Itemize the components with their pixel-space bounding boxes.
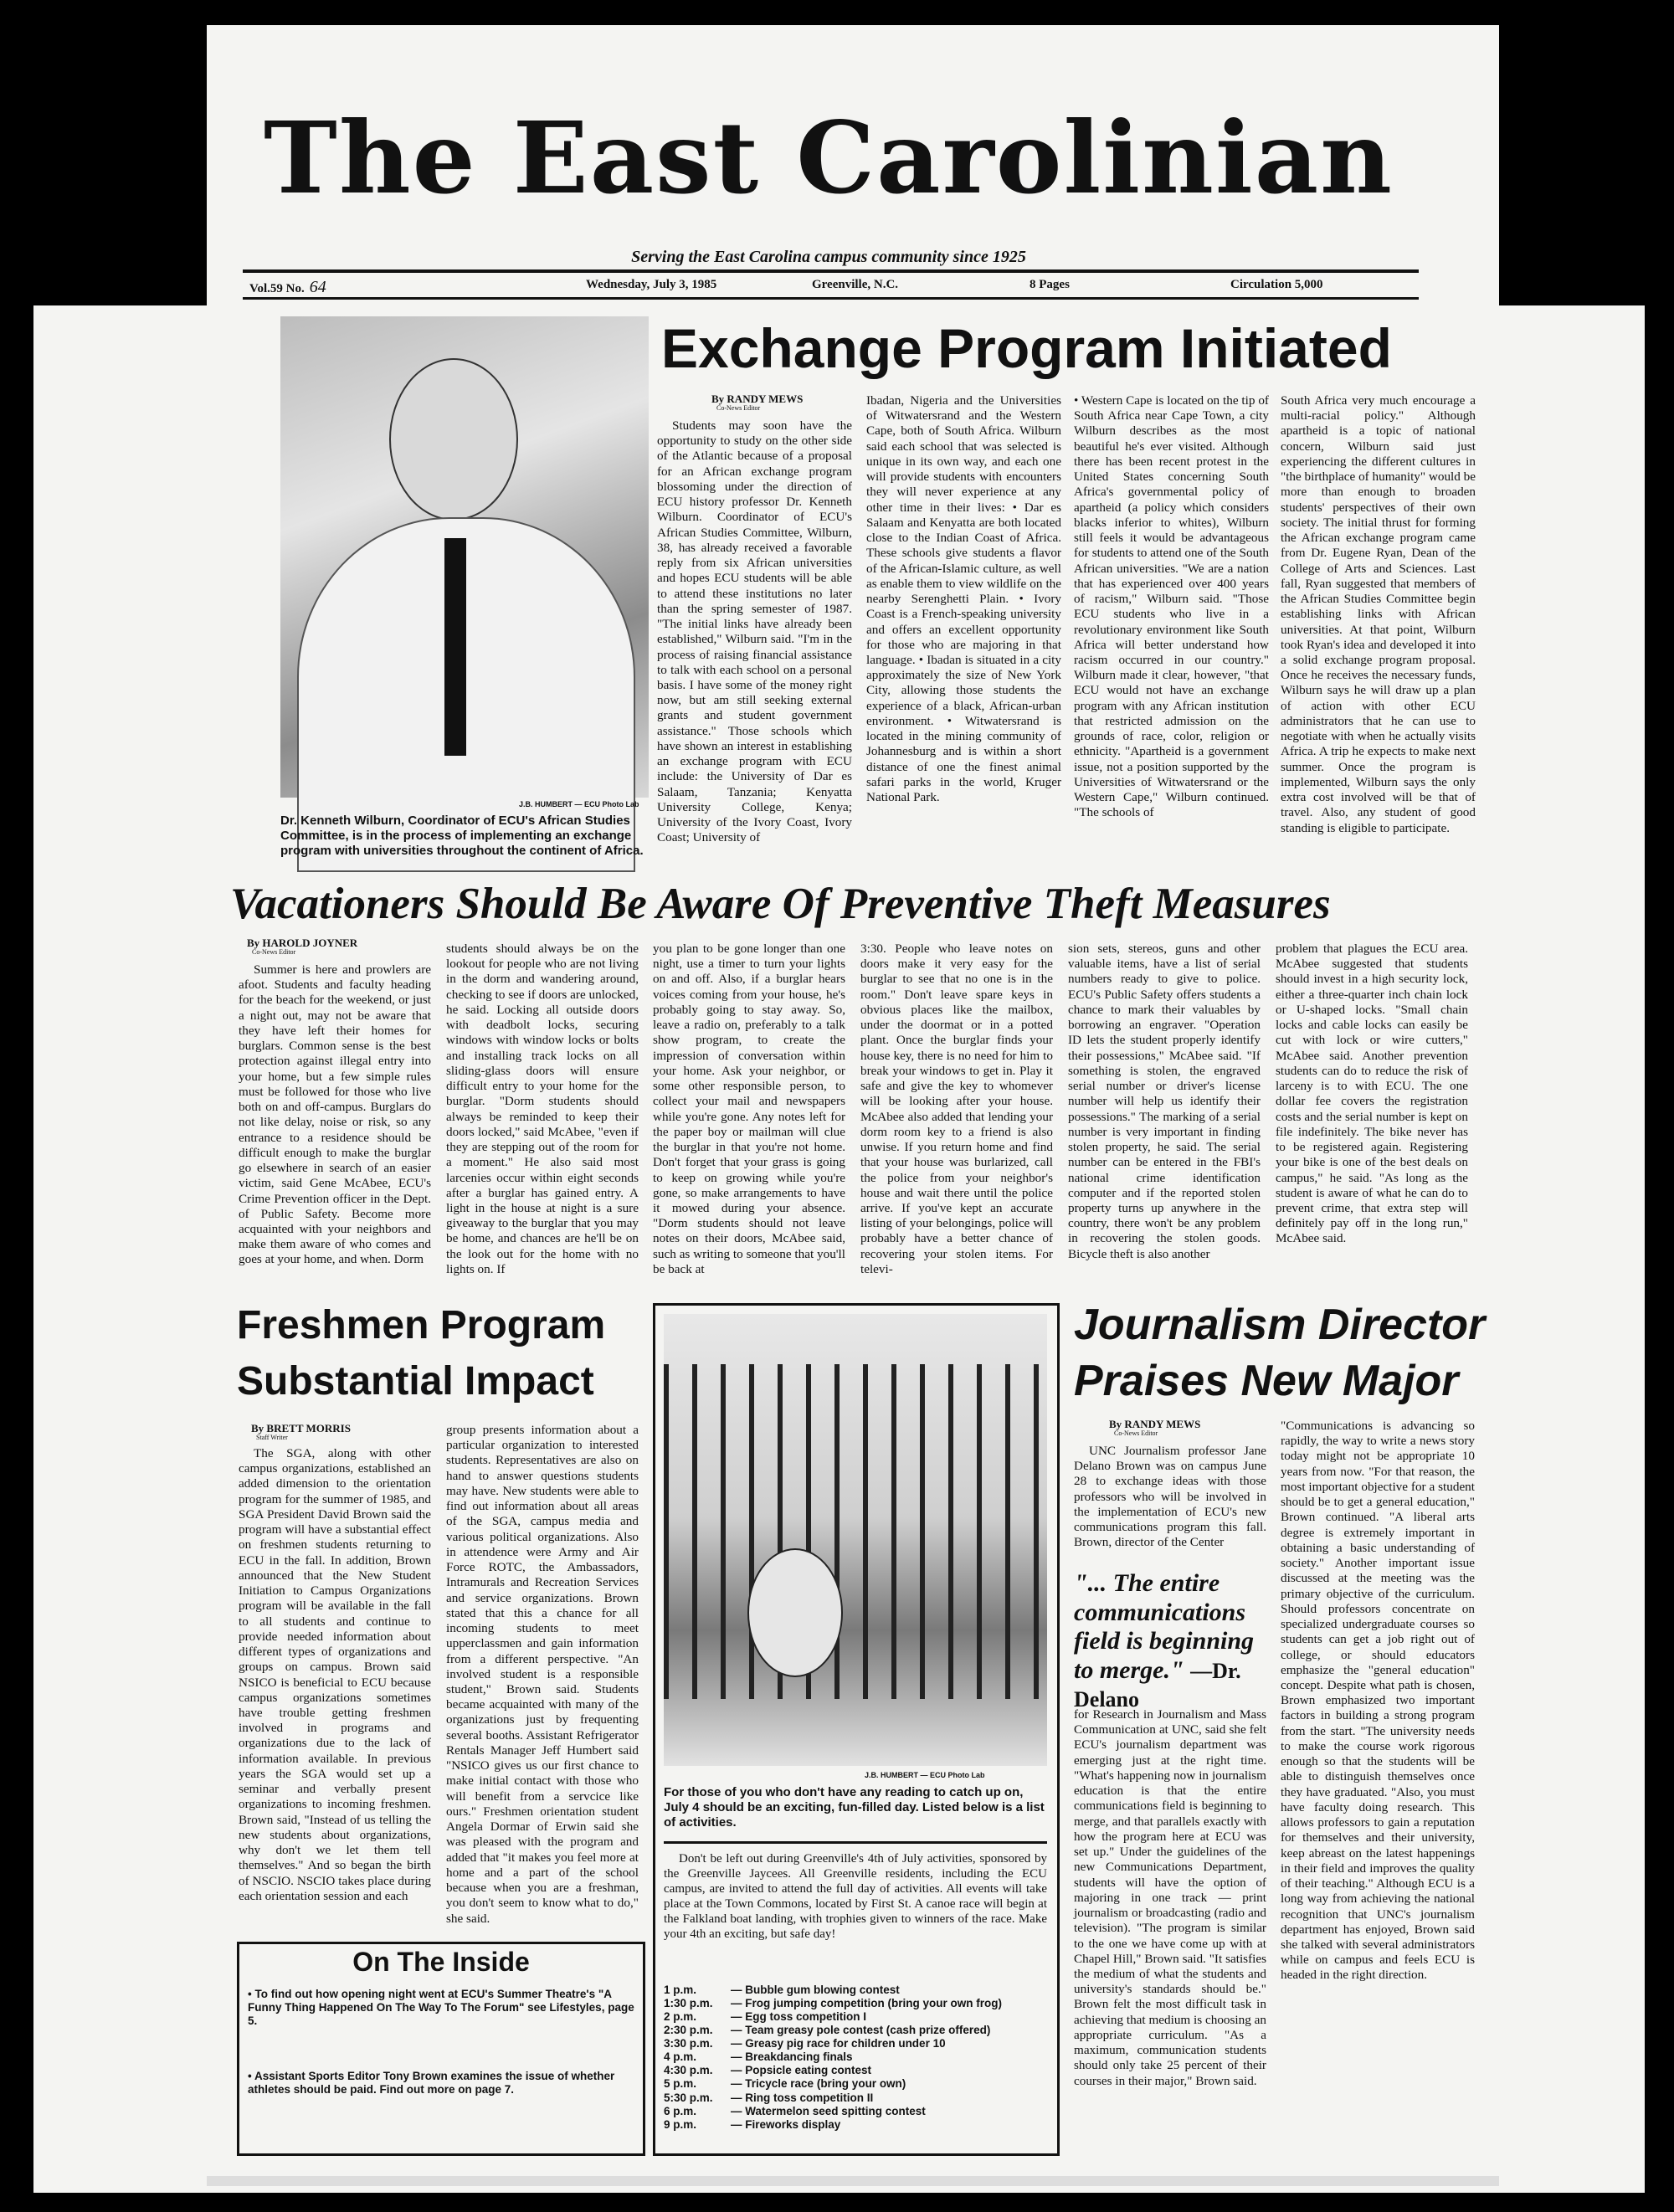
schedule-time: 5 p.m. bbox=[664, 2077, 697, 2091]
schedule-item bbox=[664, 1984, 1047, 1997]
masthead-tagline: Serving the East Carolina campus community since 1925 bbox=[631, 248, 1026, 266]
journalism-column-1: UNC Journalism professor Jane Delano Brown was on campus June 28 to exchange ideas with those professors who will be involved in the implementation of ECU's new communications program this fall. Brown, director of the Center bbox=[1074, 1444, 1266, 1550]
masthead-rule-bottom bbox=[243, 297, 1419, 300]
schedule-time: 3:30 p.m. bbox=[664, 2037, 713, 2050]
pull-quote-attribution: —Dr. Delano bbox=[1074, 1658, 1241, 1712]
july4-schedule bbox=[664, 1984, 1047, 2132]
schedule-time: 1:30 p.m. bbox=[664, 1997, 713, 2010]
schedule-item bbox=[664, 2050, 1047, 2064]
schedule-item bbox=[664, 1997, 1047, 2010]
schedule-time: 6 p.m. bbox=[664, 2104, 697, 2117]
july4-photo-credit: J.B. HUMBERT — ECU Photo Lab bbox=[865, 1771, 985, 1779]
july4-box bbox=[653, 1303, 1060, 2156]
journalism-column-2: for Research in Journalism and Mass Communication at UNC, said she felt ECU's journalism department was emerging just at the right time. "What's happening now in journalism education is that the entire communications field is beginning to merge, and that parallels exactly with how the program here at ECU was set up." Under the guidelines of the new Communications Department, students will have the option of majoring in one track — print journalism or broadcasting (radio and television). "The program is similar to the one we have come up with at Chapel Hill," Brown said. "It satisfies the medium of what the students and university's standards should be." Brown felt the most difficult task in achieving that medium is choosing an appropriate curriculum. "As a maximum, communication students should only take 25 percent of their courses in their major," Brown said. bbox=[1074, 1707, 1266, 2088]
journalism-column-3: "Communications is advancing so rapidly, the way to write a news story today might not be appropriate 10 years from now. "For that reason, the most important objective for a student should be to get a general education," Brown continued. "A liberal arts degree is extremely important in obtaining a basic understanding of society." Another important issue discussed at the meeting was the primary objective of the curriculum. Should professors concentrate on specialized undergraduate courses so students can get a job right out of college, or should educators emphasize the "general education" concept. Despite what path is chosen, Brown emphasized two important factors in building a strong program from the start. "The university needs to make the course work rigorous enough so that the students will be able to distinguish themselves once they have graduated. "Also, you must have faculty doing research. This allows professors to gain a reputation for themselves and their university, keep abreast on the latest happenings in their field and improves the quality of their teaching." Although ECU is a long way from achieving the national recognition that UNC's journalism department has enjoyed, Brown said she talked with several administrators while on campus and feels ECU is headed in the right direction. bbox=[1281, 1419, 1475, 1983]
theft-column-6: problem that plagues the ECU area. McAbee suggested that students should invest in a high security lock, either a three-quarter inch chain lock or U-shaped locks. "Small chain locks and cable locks can easily be cut with lock or wire cutters," McAbee said. Another prevention students can do to reduce the risk of larceny is to with ECU. The one dollar fee covers the registration costs and the serial number is kept on file indefinitely. The bike never has to be registered again. Registering your bike is one of the best deals on campus," he said. "As long as the student is aware of what he can do to prevent crime, that extra step will definitely pay off in the long run," McAbee said. bbox=[1276, 942, 1468, 1246]
inside-item-1: • To find out how opening night went at ECU's Summer Theatre's "A Funny Thing Happened On The Way To The Forum" see Lifestyles, page 5. bbox=[248, 1988, 634, 2028]
fence-photo bbox=[664, 1314, 1047, 1766]
paper-bottom-edge bbox=[207, 2176, 1499, 2186]
photo-caption: Dr. Kenneth Wilburn, Coordinator of ECU's African Studies Committee, is in the process of implementing an exchange program with universities throughout the continent of Africa. bbox=[280, 813, 644, 858]
portrait-head bbox=[389, 358, 518, 521]
schedule-time: 2 p.m. bbox=[664, 2010, 697, 2024]
schedule-event: — Popsicle eating contest bbox=[731, 2064, 872, 2077]
schedule-time: 4:30 p.m. bbox=[664, 2064, 713, 2077]
schedule-time: 4 p.m. bbox=[664, 2050, 697, 2064]
schedule-item bbox=[664, 2091, 1047, 2105]
july4-intro: Don't be left out during Greenville's 4th of July activities, sponsored by the Greenville Jaycees. All Greenville residents, including the ECU campus, are invited to attend the full day of activities. All events will take place at the Town Commons, located by First St. A canoe race will begin at the Falkland boat landing, with trophies given to winners of the race. Make your 4th an exciting, but safe day! bbox=[664, 1852, 1047, 1941]
journalism-headline-line-2: Praises New Major bbox=[1074, 1357, 1459, 1405]
freshmen-headline-line-1: Freshmen Program bbox=[237, 1303, 606, 1347]
theft-column-4: 3:30. People who leave notes on doors make it very easy for the burglar to see that no one is in the room." Don't leave spare keys in obvious places like the mailbox, under the doormat or in a potted plant. Once the burglar finds your house key, there is no need for him to break your windows to get in. Play it safe and give the key to whomever will be looking after your house. McAbee also added that lending your dorm room key to a friend is also unwise. If you return home and find that your house was burlarized, call the police from your neighbor's house and wait there until the police arrive. If you've kept an accurate listing of your belongings, police will probably have a better chance of recovering your stolen items. For televi- bbox=[860, 942, 1053, 1276]
freshmen-byline: By BRETT MORRIS Staff Writer bbox=[251, 1422, 351, 1442]
portrait-tie bbox=[444, 538, 466, 756]
schedule-event: — Greasy pig race for children under 10 bbox=[731, 2037, 946, 2050]
dateline bbox=[243, 278, 1415, 296]
fence-bars bbox=[664, 1364, 1047, 1699]
exchange-byline: By RANDY MEWS Co-News Editor bbox=[711, 393, 804, 413]
schedule-event: — Bubble gum blowing contest bbox=[731, 1984, 900, 1996]
wilburn-photo bbox=[280, 316, 649, 798]
schedule-event: — Breakdancing finals bbox=[731, 2050, 853, 2064]
masthead-rule-top bbox=[243, 269, 1419, 273]
exchange-headline: Exchange Program Initiated bbox=[661, 317, 1392, 379]
theft-column-3: you plan to be gone longer than one night, use a timer to turn your lights on and off. Also, if a burglar hears voices coming from your house, he's probably going to stay away. So, leave a radio on, preferably to a talk show program, to create the impression of conversation within your home. Ask your neighbor, or some other responsible person, to collect your mail and newspapers while you're gone. Any notes left for the paper boy or mailman will clue the burglar in that you're not home. Don't forget that your grass is going to keep on growing while you're gone, so make arrangements to have it mowed during your absence. "Dorm students should not leave notes on their doors, McAbee said, such as writing to someone that you'll be back at bbox=[653, 942, 845, 1276]
schedule-event: — Ring toss competition II bbox=[731, 2091, 874, 2104]
issue-place: Greenville, N.C. bbox=[812, 278, 899, 291]
theft-byline: By HAROLD JOYNER Co-News Editor bbox=[247, 937, 358, 957]
on-the-inside-title: On The Inside bbox=[352, 1947, 530, 1977]
schedule-time: 2:30 p.m. bbox=[664, 2024, 713, 2037]
inside-item-2: • Assistant Sports Editor Tony Brown examines the issue of whether athletes should be paid. Find out more on page 7. bbox=[248, 2070, 615, 2097]
exchange-column-4: South Africa very much encourage a multi-racial policy." Although apartheid is a topic of national concern, Wilburn said just experiencing the different cultures in "the birthplace of humanity" would be more than enough to broaden students' perspectives of their own society. The initial thrust for forming the African exchange program came from Dr. Eugene Ryan, Dean of the College of Arts and Sciences. Last fall, Ryan suggested that members of the African Studies Committee begin establishing links with African universities. At that point, Wilburn took Ryan's idea and developed it into a solid exchange program proposal. Once he receives the necessary funds, Wilburn says he will draw up a plan of action with other ECU administrators that he can use to negotiate with when he actually visits Africa. A trip he expects to make next summer. Once the program is implemented, Wilburn says the only extra cost involved will be that of travel. Also, any student of good standing is eligible to participate. bbox=[1281, 393, 1476, 835]
schedule-item bbox=[664, 2010, 1047, 2024]
freshmen-column-1: The SGA, along with other campus organizations, established an added dimension to the orientation program for the summer of 1985, and SGA President David Brown said the program will have a substantial effect on freshmen students returning to ECU in the fall. In addition, Brown announced that the New Student Initiation to Campus Organizations program will be available in the fall to all students and continue to provide needed information about different types of organizations and groups on campus. Brown said NSICO is beneficial to ECU because campus organizations sometimes have trouble getting freshmen involved in programs and organizations due to the lack of information available. In previous years the SGA would set up a seminar and verbally present organizations to incoming freshmen. Brown said, "Instead of us telling the new students about organizations, why don't we let them tell themselves." And so began the birth of NSCIO. NSCIO takes place during each orientation session and each bbox=[239, 1446, 431, 1903]
schedule-item bbox=[664, 2105, 1047, 2118]
schedule-event: — Egg toss competition I bbox=[731, 2010, 867, 2024]
schedule-event: — Tricycle race (bring your own) bbox=[731, 2077, 906, 2091]
schedule-event: — Frog jumping competition (bring your own frog) bbox=[731, 1997, 1002, 2010]
july4-caption: For those of you who don't have any reading to catch up on, July 4 should be an exciting, fun-filled day. Listed below is a list of activities. bbox=[664, 1785, 1045, 1830]
exchange-column-2: Ibadan, Nigeria and the Universities of Witwatersrand and the Western Cape, both of South Africa. Wilburn said each school that was selected is unique in its own way, and each one will provide students with encounters they will never experience at any other time in their lives: • Dar es Salaam and Kenyatta are both located close to the Indian Coast of Africa. These schools give students a flavor of the African-Islamic culture, as well as enable them to view wildlife on the nearby Serenghetti Plain. • Ivory Coast is a French-speaking university and offers an excellent opportunity for those who are majoring in that language. • Ibadan is situated in a city approximately the size of New York City, allowing those students the experience of a black, African-urban environment. • Witwatersrand is located in the mining community of Johannesburg and is within a short distance of one the finest animal safari parks in the world, Kruger National Park. bbox=[866, 393, 1061, 805]
schedule-event: — Fireworks display bbox=[731, 2117, 841, 2131]
theft-headline: Vacationers Should Be Aware Of Preventive Theft Measures bbox=[230, 880, 1331, 928]
theft-column-2: students should always be on the lookout for people who are not living in the dorm and wandering around, checking to see if doors are unlocked, he said. Locking all outside doors with deadbolt locks, securing windows with window locks or bolts and installing track locks on all sliding-glass doors will ensure difficult entry to your home for the burglar. "Dorm students should always be reminded to keep their doors locked," said McAbee, "even if they are stepping out of the room for a moment." He also said most larcenies occur within eight seconds after a burglar has gained entry. A light in the house at night is a sure giveaway to the burglar that you may be home, and chances are he'll be on the look out for the home with no lights on. If bbox=[446, 942, 639, 1276]
handwritten-issue-number: 64 bbox=[309, 278, 326, 296]
exchange-column-1: Students may soon have the opportunity to study on the other side of the Atlantic because of a proposal for an African exchange program blossoming under the direction of ECU history professor Dr. Kenneth Wilburn. Coordinator of ECU's African Studies Committee, Wilburn, 38, has already received a favorable reply from six African universities and hopes ECU students will be able to attend these institutions no later than the spring semester of 1987. "The initial links have already been established," Wilburn said. "I'm in the process of raising financial assistance to talk with each school on a personal basis. I have some of the money right now, but am still seeking external grants and student government assistance." Those schools which have shown an interest in establishing an exchange program with ECU include: the University of Dar es Salaam, Tanzania; Kenyatta University College, Kenya; University of the Ivory Coast, Ivory Coast; University of bbox=[657, 418, 852, 845]
theft-column-5: sion sets, stereos, guns and other valuable items, have a list of serial numbers ready to give to police. ECU's Public Safety offers students a chance to mark their valuables by borrowing an engraver. "Operation ID lets the student properly identify their possessions," McAbee said. "If something is stolen, the engraved serial number or driver's license number will help us identify their possessions." The marking of a serial number is very important in finding stolen property, he said. The serial number can be entered in the FBI's national crime identification computer and if the reported stolen property turns up anywhere in the country, there won't be any problem in recovering the stolen goods. Bicycle theft is also another bbox=[1068, 942, 1261, 1261]
july4-divider bbox=[664, 1841, 1047, 1844]
on-the-inside-box bbox=[237, 1942, 645, 2156]
theft-column-1: Summer is here and prowlers are afoot. Students and faculty heading for the beach for the weekend, or just a night out, may not be aware that they have left their homes for burglars. Common sense is the best protection against illegal entry into your home, but a few simple rules must be followed for those who live both on and off-campus. Burglars do not like delay, noise or risk, so any entrance to a residence should be difficult enough to make the burglar go elsewhere in search of an easier victim, said Gene McAbee, ECU's Crime Prevention officer in the Dept. of Public Safety. Become more acquainted with your neighbors and make them aware of who comes and goes at your home, and when. Dorm bbox=[239, 962, 431, 1267]
schedule-time: 1 p.m. bbox=[664, 1984, 697, 1996]
schedule-item bbox=[664, 2024, 1047, 2037]
masthead-title: The East Carolinian bbox=[264, 100, 1394, 216]
exchange-column-3: • Western Cape is located on the tip of South Africa near Cape Town, a city Wilburn describes as the most beautiful he's ever visited. Although there has been recent protest in the United States concerning South Africa's governmental policy of apartheid (a policy which considers blacks inferior to whites), Wilburn still feels it would be advantageous for students to attend one of the South African universities. "We are a nation that has experienced over 400 years of racism," Wilburn said. "Those ECU students who live in a revolutionary environment like South Africa will better understand how racism occurred in our country." Wilburn made it clear, however, "that ECU would not have an exchange program with any African institution that restricted admission on the grounds of race, color, religion or ethnicity. "Apartheid is a government issue, not a position supported by the Universities of Witwatersrand or the Western Cape," Wilburn continued. "The schools of bbox=[1074, 393, 1269, 820]
person-figure bbox=[747, 1548, 843, 1677]
journalism-headline-line-1: Journalism Director bbox=[1074, 1301, 1486, 1349]
photo-credit: J.B. HUMBERT — ECU Photo Lab bbox=[519, 800, 639, 808]
schedule-time: 9 p.m. bbox=[664, 2117, 697, 2131]
circulation: Circulation 5,000 bbox=[1230, 278, 1323, 291]
schedule-event: — Team greasy pole contest (cash prize offered) bbox=[731, 2024, 991, 2037]
volume-number: Vol.59 No. 64 bbox=[249, 278, 326, 296]
schedule-item bbox=[664, 2064, 1047, 2077]
schedule-event: — Watermelon seed spitting contest bbox=[731, 2104, 926, 2117]
schedule-item bbox=[664, 2118, 1047, 2132]
pull-quote: "... The entire communications field is beginning to merge." —Dr. Delano bbox=[1074, 1569, 1255, 1712]
schedule-item bbox=[664, 2077, 1047, 2091]
schedule-time: 5:30 p.m. bbox=[664, 2091, 713, 2104]
journalism-byline: By RANDY MEWS Co-News Editor bbox=[1109, 1418, 1201, 1438]
freshmen-column-2: group presents information about a particular organization to interested students. Representatives are also on hand to answer questions students may have. New students were able to find out information about all areas of the SGA, campus media and various political organizations. Also in attendence were Army and Air Force ROTC, the Ambassadors, Intramurals and Recreation Services and service organizations. Brown stated that this a chance for all incoming students to meet upperclassmen and gain information from a different perspective. "An involved student is a responsible student," Brown said. Students became acquainted with many of the organizations just by frequenting several booths. Assistant Refrigerator Rentals Manager Jeff Humbert said "NSICO gives us our first chance to make initial contact with those who will benefit from a servcice like ours." Freshmen orientation student Angela Dormar of Erwin said she was pleased with the program and added that "it makes you feel more at home and a part of the school because when you are a freshman, you don't seem to know what to do," she said. bbox=[446, 1423, 639, 1926]
page-count: 8 Pages bbox=[1030, 278, 1070, 291]
freshmen-headline-line-2: Substantial Impact bbox=[237, 1359, 594, 1404]
schedule-item bbox=[664, 2037, 1047, 2050]
issue-date: Wednesday, July 3, 1985 bbox=[586, 278, 717, 291]
